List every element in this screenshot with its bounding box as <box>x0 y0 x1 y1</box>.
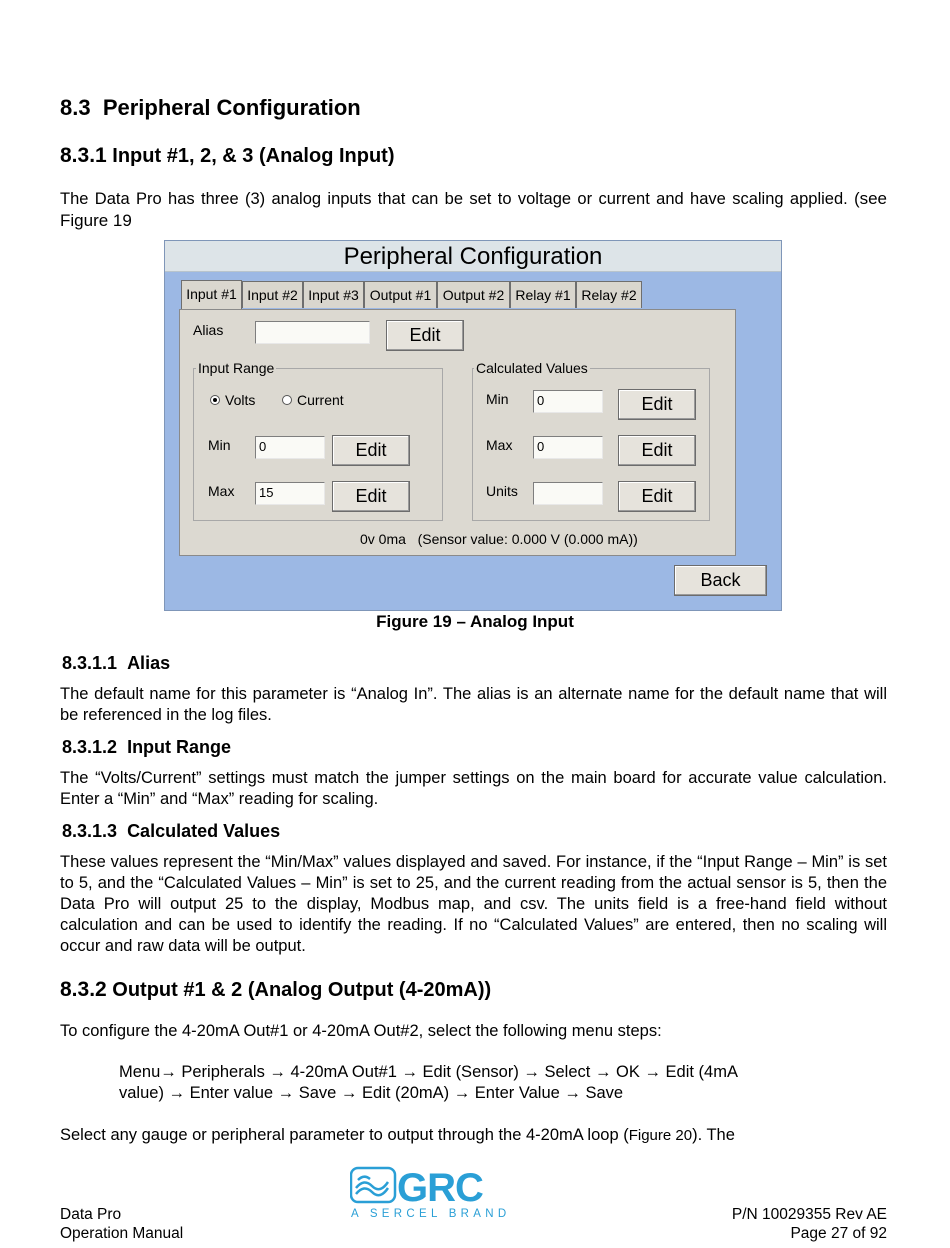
volts-label: Volts <box>225 392 256 408</box>
grc-logo-graphic <box>350 1166 536 1220</box>
input-range-paragraph: The “Volts/Current” settings must match the jumper settings on the main board for accurate value calculation. Enter a “Min” and “Max” reading for scaling. <box>60 769 887 808</box>
back-button[interactable]: Back <box>674 565 767 596</box>
calculated-values-legend: Calculated Values <box>476 360 588 376</box>
input-max-edit-button[interactable]: Edit <box>332 481 410 512</box>
peripheral-config-screenshot <box>164 240 782 611</box>
calc-max-field[interactable]: 0 <box>533 436 603 459</box>
tab-input-1[interactable]: Input #1 <box>181 280 242 309</box>
subsection-title: Input #1, 2, & 3 (Analog Input) <box>112 145 395 167</box>
calculated-values-paragraph: These values represent the “Min/Max” values displayed and saved. For instance, if the “Input Range – Min” is set to 5, and the “Calculated Values – Min” is set to 25, and the current reading from the actual sensor is 5, then the Data Pro will output 25 to the display, Modbus map, and csv. The units field is a free-hand field without calculation and can be used to identify the reading. If no “Calculated Values” are entered, then no scaling will occur and raw data will be output. <box>60 853 887 955</box>
input-1-panel <box>179 309 736 556</box>
section-title: Peripheral Configuration <box>102 95 361 120</box>
tab-output-2[interactable]: Output #2 <box>437 281 510 308</box>
output-intro-paragraph: To configure the 4-20mA Out#1 or 4-20mA Out#2, select the following menu steps: <box>60 1022 662 1040</box>
logo-tagline: A SERCEL BRAND <box>351 1208 511 1220</box>
input-min-label: Min <box>208 437 231 453</box>
tab-relay-1[interactable]: Relay #1 <box>510 281 576 308</box>
subsection-title: Output #1 & 2 (Analog Output (4-20mA)) <box>112 979 492 1001</box>
alias-input[interactable] <box>255 321 370 344</box>
subsection-number: 8.3.2 <box>60 978 107 1001</box>
current-radio[interactable] <box>282 395 292 405</box>
calc-max-edit-button[interactable]: Edit <box>618 435 696 466</box>
units-edit-button[interactable]: Edit <box>618 481 696 512</box>
calculated-values-heading: 8.3.1.3 Calculated Values <box>62 821 281 841</box>
units-label: Units <box>486 483 518 499</box>
input-range-legend: Input Range <box>198 360 275 376</box>
alias-label: Alias <box>193 322 224 338</box>
subsection-number: 8.3.1 <box>60 144 107 167</box>
grc-logo <box>350 1166 536 1220</box>
footer-page-number: Page 27 of 92 <box>790 1225 887 1242</box>
footer-part-number: P/N 10029355 Rev AE <box>731 1206 887 1223</box>
input-max-field[interactable]: 15 <box>255 482 325 505</box>
footer-left <box>60 1205 183 1243</box>
logo-text: GRC <box>397 1166 483 1210</box>
calc-min-field[interactable]: 0 <box>533 390 603 413</box>
current-label: Current <box>297 392 344 408</box>
section-heading <box>60 95 361 121</box>
menu-steps-line-1: Menu→ Peripherals → 4-20mA Out#1 → Edit (Sensor) → Select → OK → Edit (4mA <box>119 1063 738 1081</box>
alias-paragraph: The default name for this parameter is “Analog In”. The alias is an alternate name for the default name that will be referenced in the log files. <box>60 685 887 724</box>
radio-selected-dot <box>213 398 217 402</box>
input-min-edit-button[interactable]: Edit <box>332 435 410 466</box>
subsection-heading-output <box>60 978 491 1002</box>
figure-caption: Figure 19 – Analog Input <box>376 612 574 631</box>
input-min-field[interactable]: 0 <box>255 436 325 459</box>
subsection-heading-input <box>60 144 395 168</box>
tab-output-1[interactable]: Output #1 <box>364 281 437 308</box>
figure-20-reference: Figure 20 <box>628 1127 693 1144</box>
screen-title: Peripheral Configuration <box>165 241 781 272</box>
input-max-label: Max <box>208 483 235 499</box>
alias-edit-button[interactable]: Edit <box>386 320 464 351</box>
footer-product: Data Pro <box>60 1206 122 1223</box>
units-field[interactable] <box>533 482 603 505</box>
menu-steps <box>119 1062 819 1104</box>
tab-input-3[interactable]: Input #3 <box>303 281 364 308</box>
calc-max-label: Max <box>486 437 513 453</box>
footer-right <box>732 1205 887 1243</box>
footer-manual: Operation Manual <box>60 1225 184 1242</box>
tab-input-2[interactable]: Input #2 <box>242 281 303 308</box>
input-intro-paragraph: The Data Pro has three (3) analog inputs that can be set to voltage or current and have scaling applied. (see Figure 19 <box>60 189 887 230</box>
calc-min-label: Min <box>486 391 509 407</box>
section-number: 8.3 <box>60 95 91 120</box>
calc-min-edit-button[interactable]: Edit <box>618 389 696 420</box>
input-range-heading: 8.3.1.2 Input Range <box>62 737 232 757</box>
menu-steps-line-2: value) → Enter value → Save → Edit (20mA) → Enter Value → Save <box>119 1084 624 1102</box>
tab-relay-2[interactable]: Relay #2 <box>576 281 642 308</box>
select-paragraph: Select any gauge or peripheral parameter to output through the 4-20mA loop (Figure 20). The <box>60 1126 735 1144</box>
alias-heading: 8.3.1.1 Alias <box>62 653 171 673</box>
sensor-status-text: 0v 0ma (Sensor value: 0.000 V (0.000 mA)) <box>360 531 638 547</box>
volts-radio[interactable] <box>210 395 220 405</box>
figure-reference: see Figure 19 <box>60 189 887 230</box>
